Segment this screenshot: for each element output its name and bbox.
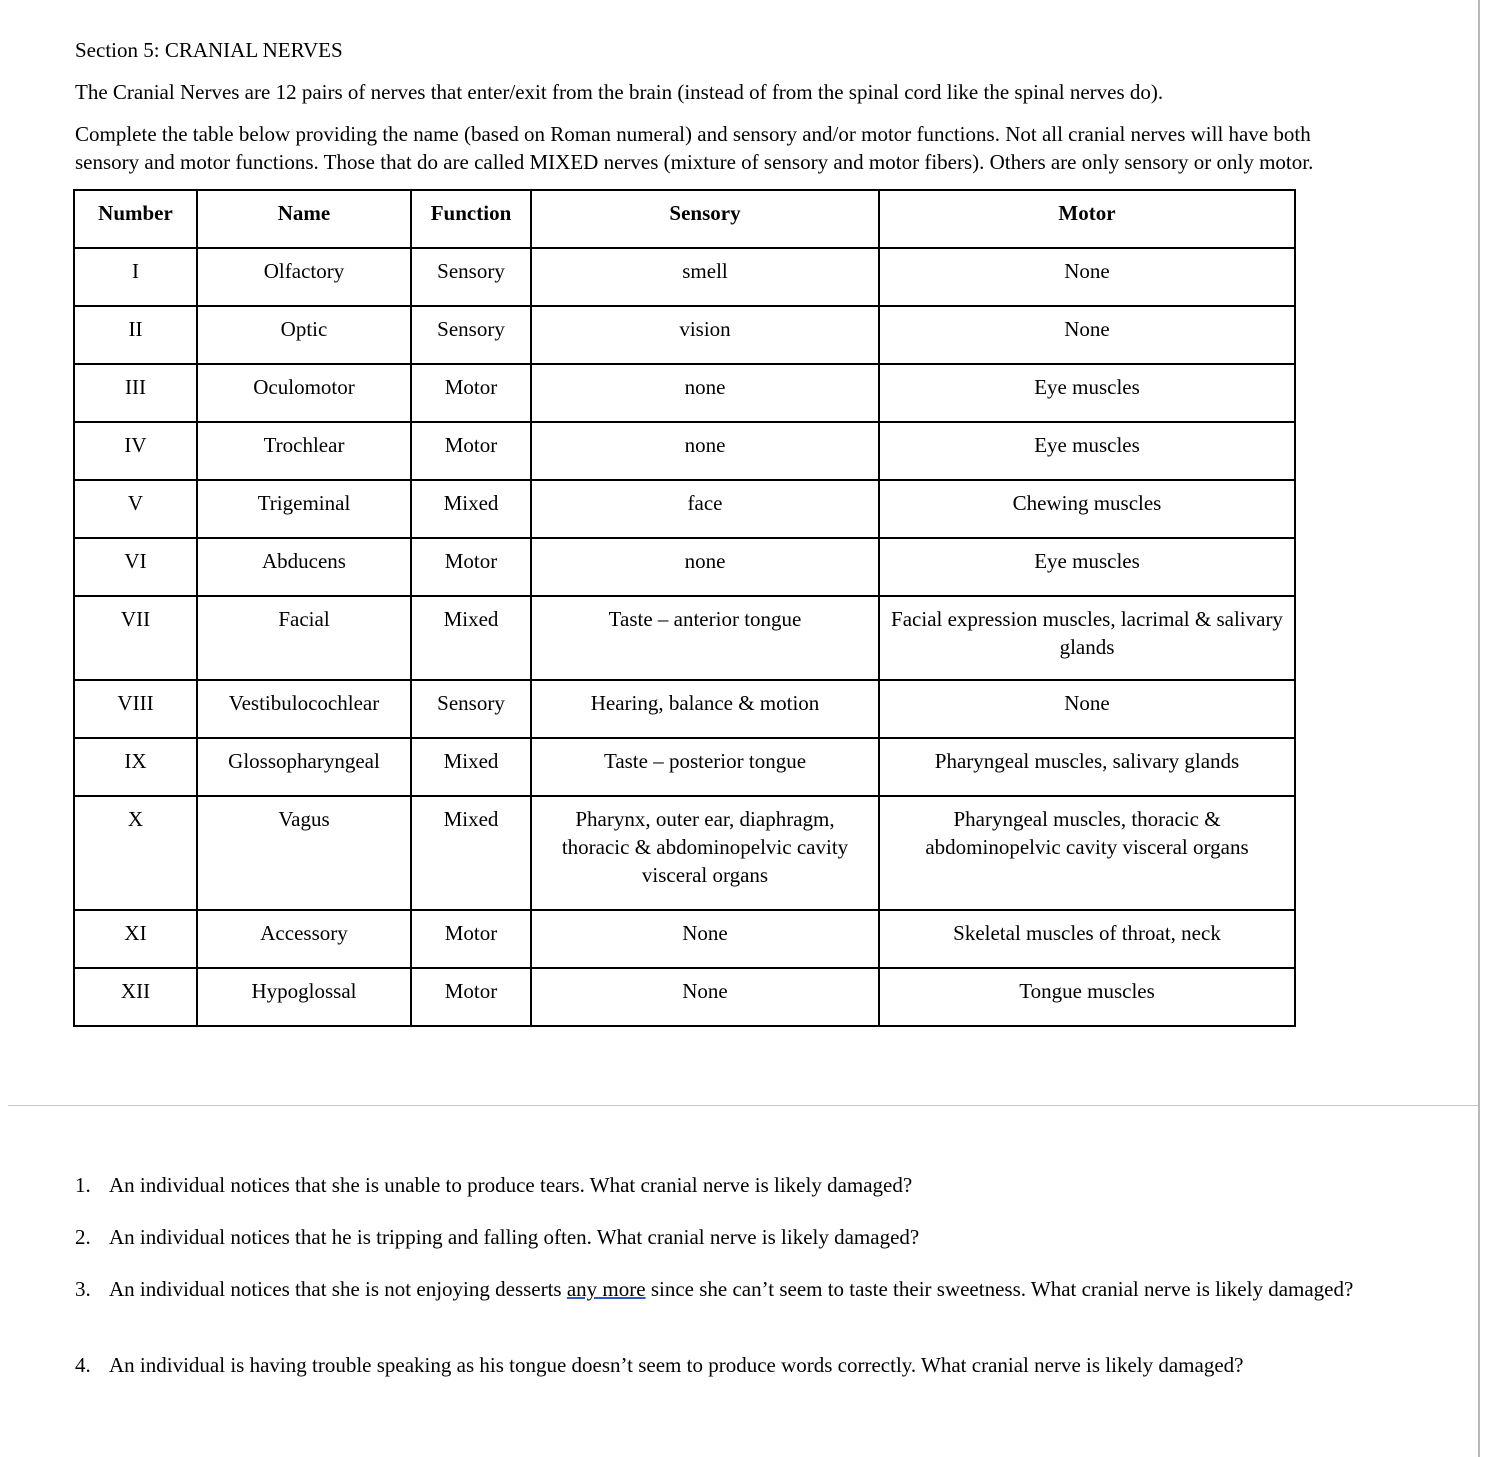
- cell-motor[interactable]: Eye muscles: [879, 538, 1295, 596]
- table-header-row: [74, 190, 1295, 248]
- cell-sensory[interactable]: Pharynx, outer ear, diaphragm, thoracic & abdominopelvic cavity visceral organs: [531, 796, 879, 910]
- page-break: [8, 1105, 1478, 1106]
- question-number: 2.: [75, 1225, 91, 1249]
- table-row: [74, 248, 1295, 306]
- cell-motor[interactable]: Tongue muscles: [879, 968, 1295, 1026]
- cell-sensory[interactable]: None: [531, 910, 879, 968]
- cell-function[interactable]: Motor: [411, 364, 531, 422]
- table-row: [74, 480, 1295, 538]
- header-function: Function: [411, 190, 531, 248]
- cell-motor[interactable]: Pharyngeal muscles, thoracic & abdominopelvic cavity visceral organs: [879, 796, 1295, 910]
- cell-function[interactable]: Mixed: [411, 738, 531, 796]
- question-text: An individual is having trouble speaking as his tongue doesn’t seem to produce words correctly. What cranial nerve is likely damaged?: [109, 1353, 1244, 1377]
- cell-number[interactable]: V: [74, 480, 197, 538]
- cell-number[interactable]: XII: [74, 968, 197, 1026]
- table-row: [74, 796, 1295, 910]
- section-title: Section 5: CRANIAL NERVES: [75, 38, 343, 62]
- grammar-flag[interactable]: any more: [566, 1277, 646, 1301]
- question-text-part: since she can’t seem to taste their sweetness. What cranial nerve is likely damaged?: [645, 1277, 1354, 1301]
- cell-name[interactable]: Vestibulocochlear: [197, 680, 411, 738]
- header-name: Name: [197, 190, 411, 248]
- cell-sensory[interactable]: face: [531, 480, 879, 538]
- cell-name[interactable]: Hypoglossal: [197, 968, 411, 1026]
- cell-function[interactable]: Motor: [411, 910, 531, 968]
- cell-name[interactable]: Optic: [197, 306, 411, 364]
- cell-function[interactable]: Mixed: [411, 796, 531, 910]
- table-row: [74, 680, 1295, 738]
- cell-function[interactable]: Sensory: [411, 680, 531, 738]
- cell-name[interactable]: Accessory: [197, 910, 411, 968]
- cell-function[interactable]: Motor: [411, 422, 531, 480]
- cell-number[interactable]: IX: [74, 738, 197, 796]
- cell-number[interactable]: II: [74, 306, 197, 364]
- cell-sensory[interactable]: none: [531, 422, 879, 480]
- intro-paragraph: The Cranial Nerves are 12 pairs of nerves that enter/exit from the brain (instead of from the spinal cord like the spinal nerves do).: [75, 80, 1164, 104]
- cell-function[interactable]: Motor: [411, 538, 531, 596]
- cell-sensory[interactable]: none: [531, 364, 879, 422]
- cell-number[interactable]: I: [74, 248, 197, 306]
- cell-sensory[interactable]: Taste – anterior tongue: [531, 596, 879, 680]
- table-row: [74, 596, 1295, 680]
- question-text: [109, 1276, 1379, 1303]
- cell-function[interactable]: Motor: [411, 968, 531, 1026]
- cell-name[interactable]: Trigeminal: [197, 480, 411, 538]
- cell-motor[interactable]: Pharyngeal muscles, salivary glands: [879, 738, 1295, 796]
- cell-motor[interactable]: None: [879, 680, 1295, 738]
- cell-number[interactable]: VIII: [74, 680, 197, 738]
- header-number: Number: [74, 190, 197, 248]
- cell-motor[interactable]: Chewing muscles: [879, 480, 1295, 538]
- header-sensory: Sensory: [531, 190, 879, 248]
- cell-name[interactable]: Olfactory: [197, 248, 411, 306]
- cell-name[interactable]: Vagus: [197, 796, 411, 910]
- question-number: 1.: [75, 1173, 91, 1197]
- header-motor: Motor: [879, 190, 1295, 248]
- table-row: [74, 364, 1295, 422]
- table-row: [74, 968, 1295, 1026]
- cell-sensory[interactable]: None: [531, 968, 879, 1026]
- table-row: [74, 538, 1295, 596]
- cell-name[interactable]: Trochlear: [197, 422, 411, 480]
- cell-name[interactable]: Oculomotor: [197, 364, 411, 422]
- cell-number[interactable]: IV: [74, 422, 197, 480]
- cell-number[interactable]: VII: [74, 596, 197, 680]
- cell-motor[interactable]: None: [879, 248, 1295, 306]
- cell-function[interactable]: Sensory: [411, 306, 531, 364]
- cell-sensory[interactable]: none: [531, 538, 879, 596]
- question-text-part: An individual notices that she is not enjoying desserts: [109, 1277, 567, 1301]
- table-row: [74, 738, 1295, 796]
- table-row: [74, 306, 1295, 364]
- instructions-line-1: Complete the table below providing the name (based on Roman numeral) and sensory and/or motor functions. Not all cranial nerves will have both: [75, 122, 1311, 146]
- cell-motor[interactable]: Eye muscles: [879, 422, 1295, 480]
- cell-sensory[interactable]: vision: [531, 306, 879, 364]
- cell-name[interactable]: Abducens: [197, 538, 411, 596]
- cell-motor[interactable]: None: [879, 306, 1295, 364]
- cell-number[interactable]: XI: [74, 910, 197, 968]
- cell-function[interactable]: Sensory: [411, 248, 531, 306]
- cell-number[interactable]: III: [74, 364, 197, 422]
- cell-name[interactable]: Glossopharyngeal: [197, 738, 411, 796]
- cell-function[interactable]: Mixed: [411, 480, 531, 538]
- cell-sensory[interactable]: smell: [531, 248, 879, 306]
- cell-motor[interactable]: Facial expression muscles, lacrimal & salivary glands: [879, 596, 1295, 680]
- cell-function[interactable]: Mixed: [411, 596, 531, 680]
- table-row: [74, 422, 1295, 480]
- cranial-nerves-table: [73, 189, 1296, 1027]
- cell-motor[interactable]: Skeletal muscles of throat, neck: [879, 910, 1295, 968]
- cell-sensory[interactable]: Taste – posterior tongue: [531, 738, 879, 796]
- question-text: An individual notices that she is unable to produce tears. What cranial nerve is likely damaged?: [109, 1173, 913, 1197]
- cell-sensory[interactable]: Hearing, balance & motion: [531, 680, 879, 738]
- question-text: An individual notices that he is tripping and falling often. What cranial nerve is likely damaged?: [109, 1225, 920, 1249]
- page-edge: [1478, 0, 1480, 1457]
- question-number: 3.: [75, 1277, 91, 1301]
- cell-number[interactable]: VI: [74, 538, 197, 596]
- cell-name[interactable]: Facial: [197, 596, 411, 680]
- cell-motor[interactable]: Eye muscles: [879, 364, 1295, 422]
- instructions-line-2: sensory and motor functions. Those that do are called MIXED nerves (mixture of sensory and motor fibers). Others are only sensory or only motor.: [75, 150, 1314, 174]
- question-number: 4.: [75, 1353, 91, 1377]
- table-row: [74, 910, 1295, 968]
- cell-number[interactable]: X: [74, 796, 197, 910]
